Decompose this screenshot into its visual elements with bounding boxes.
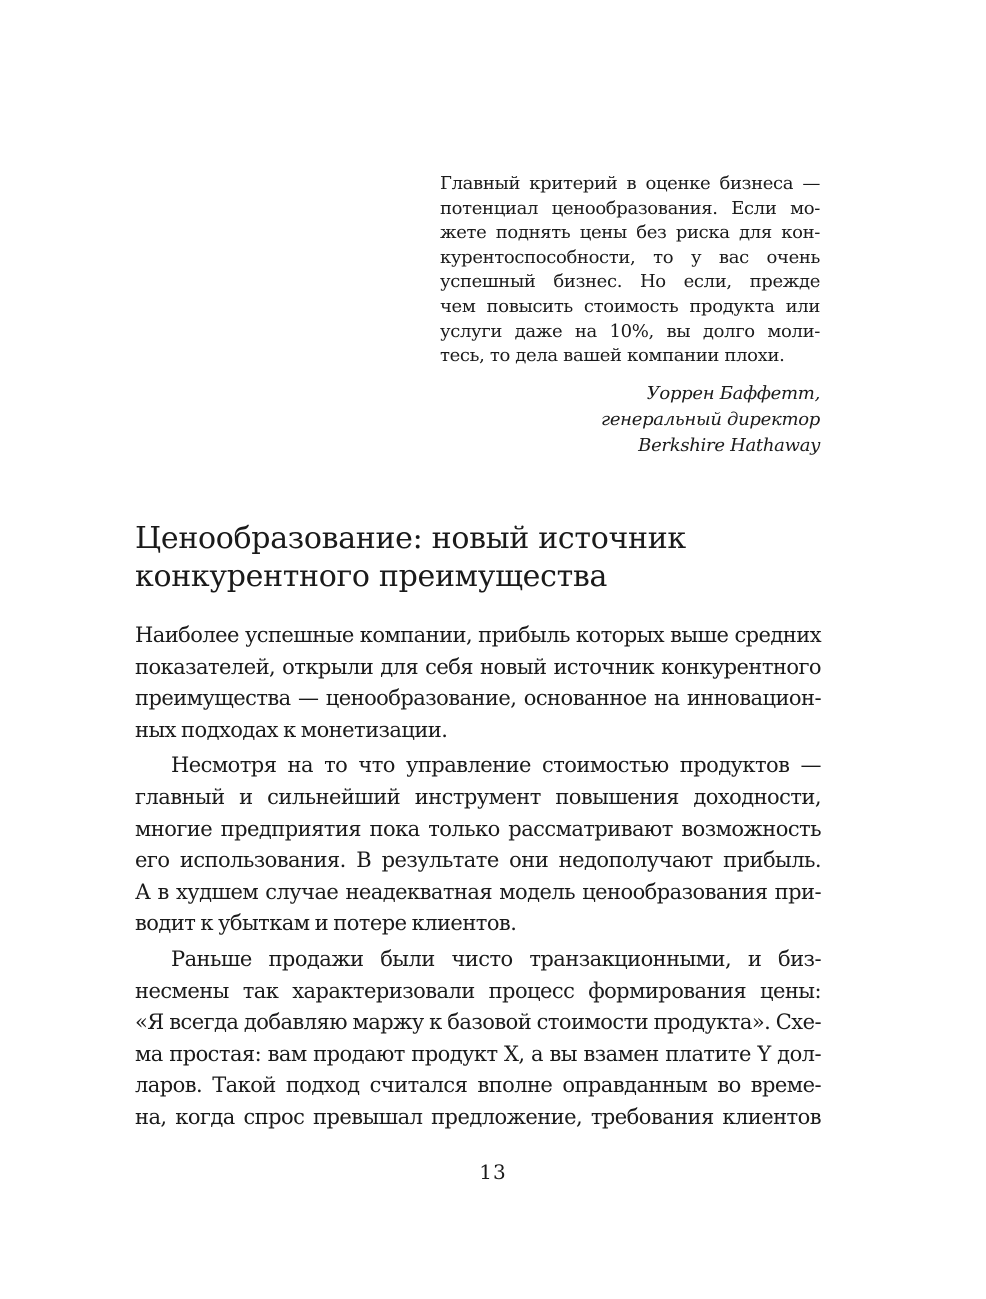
epigraph-line: тесь, то дела вашей компании плохи. xyxy=(440,345,785,367)
text-line: А в худшем случае неадекватная модель ценообразования при- xyxy=(135,879,821,904)
paragraph-2 xyxy=(135,750,821,940)
attribution-author: Уоррен Баффетт, xyxy=(646,382,820,404)
text-line: Раньше продажи были чисто транзакционными, и биз- xyxy=(171,946,821,971)
epigraph-line: курентоспособности, то у вас очень xyxy=(440,246,820,268)
heading-line: Ценообразование: новый источник xyxy=(135,521,686,556)
page-number: 13 xyxy=(479,1160,507,1184)
text-line: ных подходах к монетизации. xyxy=(135,717,448,742)
epigraph-line: жете поднять цены без риска для кон- xyxy=(440,222,820,244)
epigraph-line: потенциал ценообразования. Если мо- xyxy=(440,197,820,219)
paragraph-3 xyxy=(135,944,821,1134)
attribution-company: Berkshire Hathaway xyxy=(638,434,820,456)
text-line: его использования. В результате они недополучают прибыль. xyxy=(135,848,821,873)
text-line: многие предприятия пока только рассматривают возможность xyxy=(135,816,821,841)
paragraph-1 xyxy=(135,620,821,746)
text-line: ларов. Такой подход считался вполне оправданным во време- xyxy=(135,1073,821,1098)
text-line: Наиболее успешные компании, прибыль которых выше средних xyxy=(135,623,821,647)
section-heading xyxy=(135,520,835,596)
epigraph-line: успешный бизнес. Но если, прежде xyxy=(440,271,820,293)
epigraph-line: чем повысить стоимость продукта или xyxy=(440,295,820,317)
epigraph-quote xyxy=(440,172,820,369)
text-line: на, когда спрос превышал предложение, требования клиентов xyxy=(135,1104,821,1129)
text-line: Несмотря на то что управление стоимостью продуктов — xyxy=(171,753,821,778)
text-line: водит к убыткам и потере клиентов. xyxy=(135,911,517,936)
body-text xyxy=(135,620,821,1138)
epigraph-attribution xyxy=(440,381,820,459)
text-line: преимущества — ценообразование, основанное на инновацион- xyxy=(135,686,821,711)
text-line: главный и сильнейший инструмент повышения доходности, xyxy=(135,784,821,809)
heading-line: конкурентного преимущества xyxy=(135,559,608,594)
text-line: ма простая: вам продают продукт X, а вы взамен платите Y дол- xyxy=(135,1041,821,1066)
epigraph-line: Главный критерий в оценке бизнеса — xyxy=(440,173,820,194)
epigraph xyxy=(440,172,820,459)
text-line: показателей, открыли для себя новый источник конкурентного xyxy=(135,654,821,679)
text-line: «Я всегда добавляю маржу к базовой стоимости продукта». Схе- xyxy=(135,1010,821,1035)
text-line: несмены так характеризовали процесс формирования цены: xyxy=(135,978,821,1003)
epigraph-line: услуги даже на 10%, вы долго моли- xyxy=(440,320,820,342)
attribution-role: генеральный директор xyxy=(601,408,820,430)
